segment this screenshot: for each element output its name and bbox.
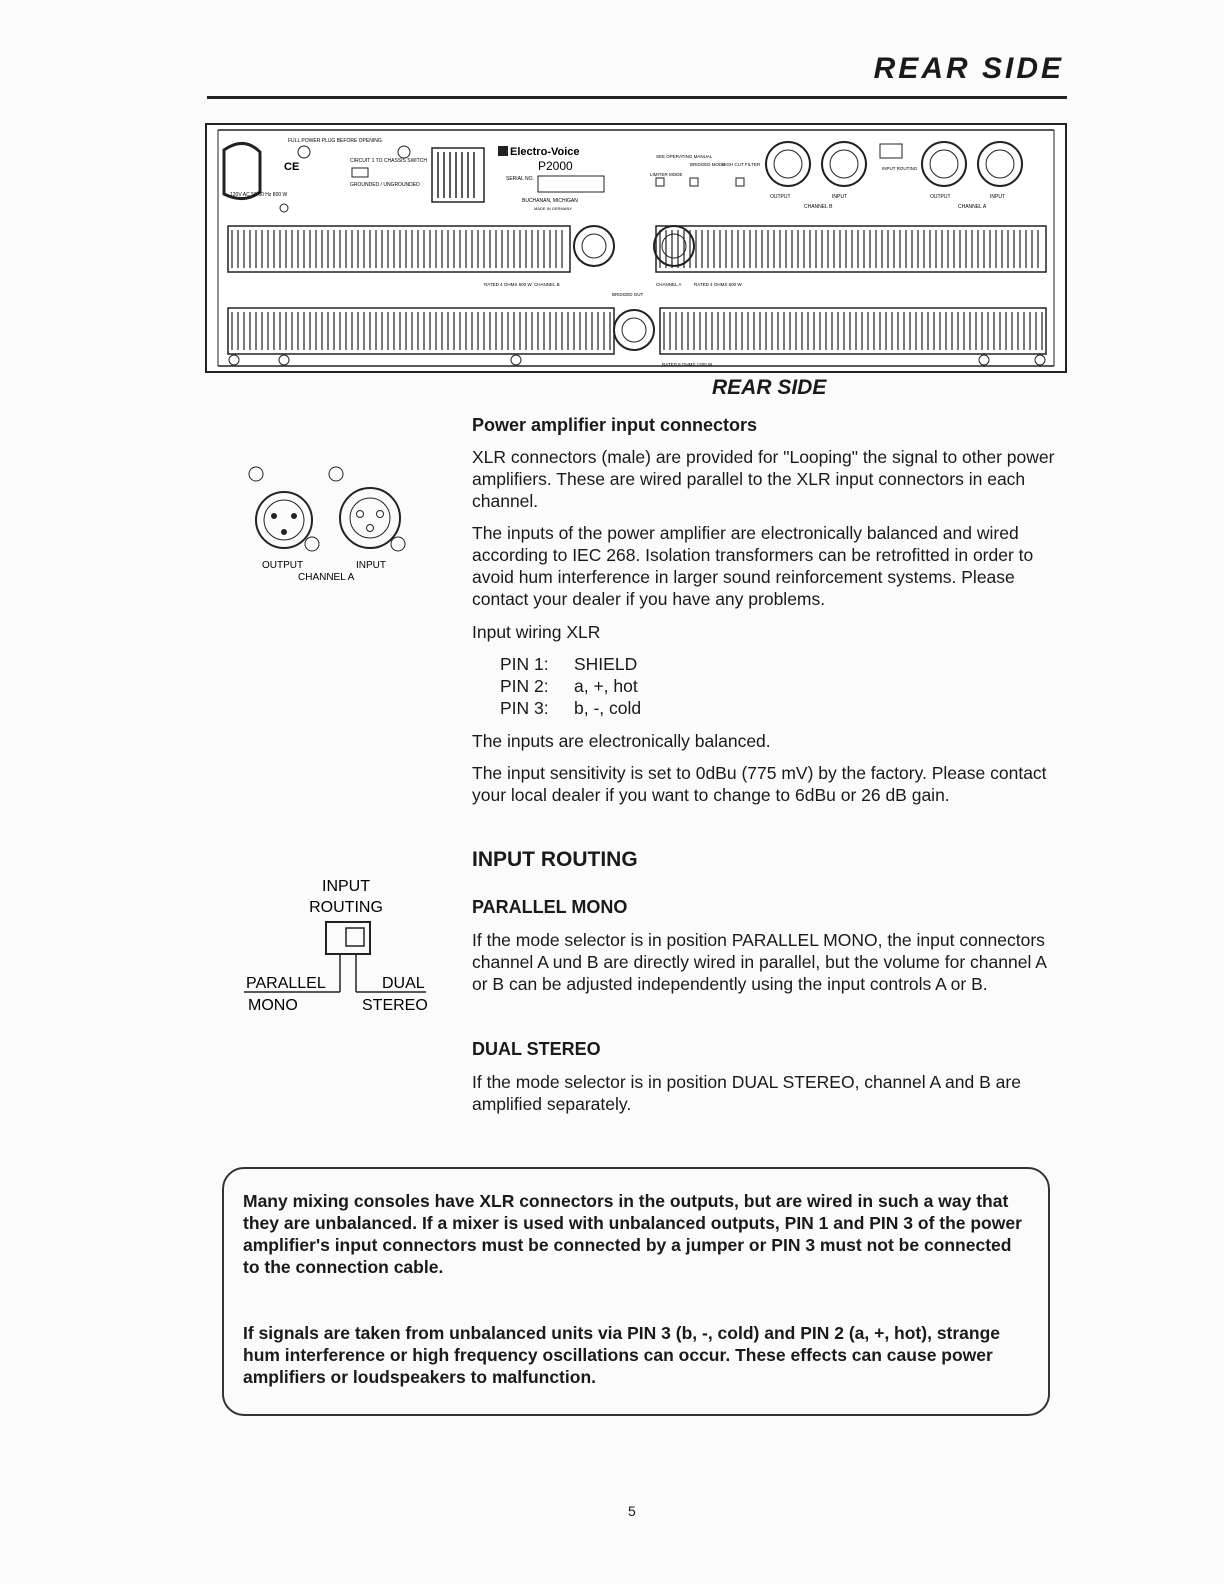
pin-row: PIN 2: a, +, hot: [500, 676, 638, 696]
label-bridged-out: BRIDGED OUT: [612, 292, 644, 297]
connectors-paragraph-3: The inputs are electronically balanced.: [472, 731, 771, 751]
routing-figure-left-1: PARALLEL: [246, 975, 326, 992]
label-circuit: CIRCUIT 1 TO CHASSIS SWITCH: [350, 158, 427, 164]
page-header-title: REAR SIDE: [873, 52, 1064, 85]
label-chan-a: CHANNEL A: [656, 282, 682, 287]
label-input-b: INPUT: [832, 194, 847, 200]
routing-title: INPUT ROUTING: [472, 848, 638, 871]
label-output-a: OUTPUT: [930, 194, 951, 200]
label-output-b: OUTPUT: [770, 194, 791, 200]
page-number: 5: [628, 1503, 636, 1519]
label-input-a: INPUT: [990, 194, 1005, 200]
panel-caption: REAR SIDE: [712, 376, 827, 399]
label-filter: HIGH CUT FILTER: [722, 162, 761, 167]
label-limiter: LIMITER MODE: [650, 172, 683, 177]
routing-figure-right-2: STEREO: [362, 997, 428, 1014]
pin-row: PIN 1: SHIELD: [500, 654, 638, 674]
label-channel-a: CHANNEL A: [958, 204, 987, 210]
label-input-routing: INPUT ROUTING: [882, 166, 918, 171]
label-full-power: FULL POWER PLUG BEFORE OPENING: [288, 138, 382, 144]
connectors-heading: Power amplifier input connectors: [472, 415, 758, 435]
screw-icon: [305, 537, 319, 551]
routing-figure-title-1: INPUT: [322, 878, 370, 895]
xlr-connectors-figure: [228, 462, 418, 586]
xlr-figure-output-label: OUTPUT: [262, 560, 304, 571]
svg-text:CE: CE: [284, 161, 300, 173]
label-see-manual: SEE OPERATING MANUAL: [656, 154, 713, 159]
dual-heading: DUAL STEREO: [472, 1039, 601, 1059]
label-chan-b: CHANNEL B: [534, 282, 560, 287]
screw-icon: [391, 537, 405, 551]
screw-icon: [249, 467, 263, 481]
label-made-in: MADE IN GERMANY: [534, 206, 573, 211]
warning-paragraph-1: Many mixing consoles have XLR connectors in the outputs, but are wired in such a way that they are unbalanced. If a mixer is used with unbalanced outputs, PIN 1 and PIN 3 of the power amplifier's input connectors must be connected by a jumper or PIN 3 must not be connected to the connection cable.: [243, 1191, 1022, 1277]
parallel-heading: PARALLEL MONO: [472, 897, 628, 917]
rear-panel-diagram: [204, 122, 1068, 374]
parallel-text: If the mode selector is in position PARALLEL MONO, the input connectors channel A und B are directly wired in parallel, but the volume for channel A or B can be adjusted independently using the input controls A or B.: [472, 930, 1046, 994]
header-rule: [207, 96, 1067, 99]
brand-label: Electro-Voice: [510, 146, 580, 158]
routing-figure-title-2: ROUTING: [309, 899, 383, 916]
model-label: P2000: [538, 159, 573, 173]
label-channel-b: CHANNEL B: [804, 204, 833, 210]
label-mains: 120V AC 50-60 Hz 800 W: [230, 192, 288, 198]
xlr-figure-input-label: INPUT: [356, 560, 386, 571]
label-rated-a: RATED 4 OHMS 600 W: [694, 282, 742, 287]
connectors-paragraph-4: The input sensitivity is set to 0dBu (775 mV) by the factory. Please contact your local dealer if you want to change to 6dBu or 26 dB gain.: [472, 763, 1047, 805]
label-bridged-mode: BRIDGED MODE: [690, 162, 726, 167]
label-rated-b: RATED 4 OHMS 600 W: [484, 282, 532, 287]
pin-row: PIN 3: b, -, cold: [500, 698, 642, 718]
routing-figure-left-2: MONO: [248, 997, 298, 1014]
screw-icon: [329, 467, 343, 481]
label-serial: SERIAL NO.: [506, 176, 534, 182]
label-rated-bridged: RATED 8 OHMS 1200 W: [662, 362, 713, 367]
xlr-input-icon: [340, 488, 400, 548]
label-buchanan: BUCHANAN, MICHIGAN: [522, 198, 578, 204]
xlr-figure-channel-label: CHANNEL A: [298, 572, 355, 583]
connectors-paragraph-2: The inputs of the power amplifier are electronically balanced and wired according to IEC 268. Isolation transformers can be retrofitted in order to avoid hum interference in larger sound reinforcement systems. Please contact your dealer if you have any problems.: [472, 523, 1034, 609]
warning-paragraph-2: If signals are taken from unbalanced units via PIN 3 (b, -, cold) and PIN 2 (a, +, hot), strange hum interference or high frequency oscillations can occur. These effects can cause power amplifiers or loudspeakers to malfunction.: [243, 1323, 1001, 1387]
dual-text: If the mode selector is in position DUAL STEREO, channel A and B are amplified separately.: [472, 1072, 1021, 1114]
label-grounded: GROUNDED / UNGROUNDED: [350, 182, 420, 188]
wiring-label: Input wiring XLR: [472, 622, 601, 642]
routing-figure-right-1: DUAL: [382, 975, 425, 992]
connectors-paragraph-1: XLR connectors (male) are provided for "Looping" the signal to other power amplifiers. These are wired parallel to the XLR input connectors in each channel.: [472, 447, 1055, 511]
input-routing-figure: [244, 872, 434, 1018]
